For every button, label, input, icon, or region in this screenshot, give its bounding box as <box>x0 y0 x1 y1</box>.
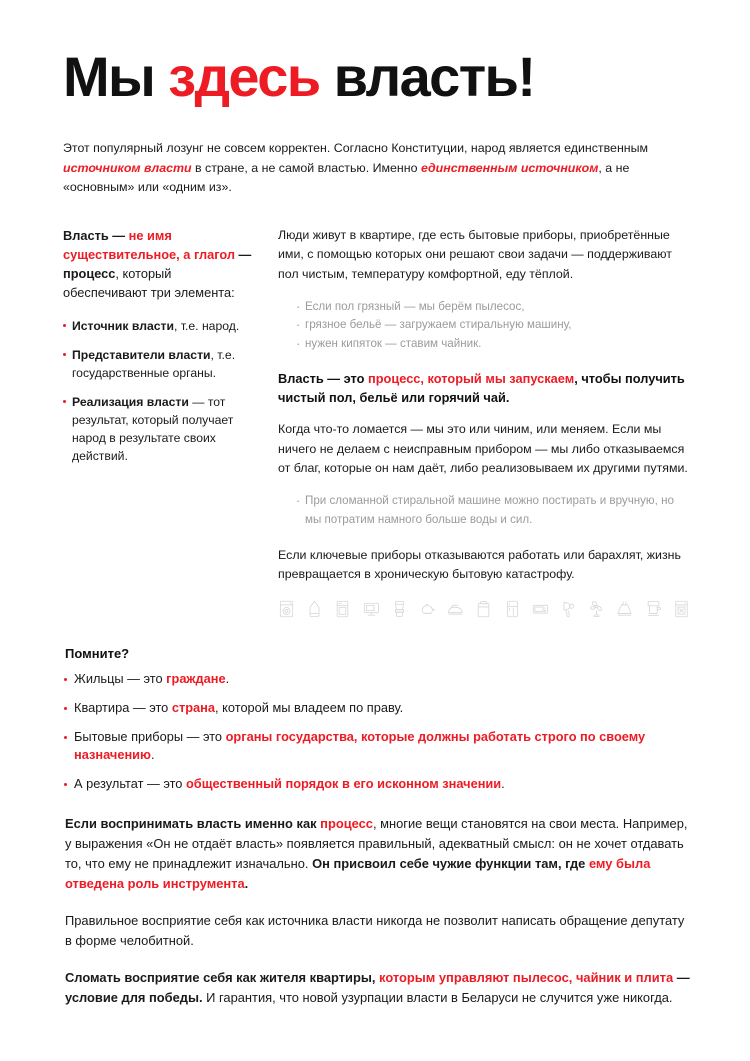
list-item: · нужен кипяток — ставим чайник. <box>296 335 690 354</box>
left-lead-red-2: а глагол <box>183 247 235 263</box>
oven-icon <box>334 600 351 618</box>
closing-paragraph-1 <box>65 814 690 895</box>
left-bullet-list <box>63 317 253 465</box>
list-item <box>63 670 690 689</box>
remember-accent: общественный порядок в его исконном значении <box>185 775 502 791</box>
microwave-icon <box>532 600 549 618</box>
intro-paragraph <box>63 139 663 198</box>
appliance-icon-strip <box>278 600 690 618</box>
list-item <box>63 346 253 382</box>
trash-bin-icon <box>475 600 492 618</box>
remember-list <box>63 670 690 793</box>
bullet-term: Представители власти <box>72 347 211 362</box>
bullet-body: , т.е. государственные органы. <box>72 347 236 380</box>
page-title <box>63 45 690 108</box>
list-item: · При сломанной стиральной машине можно постирать и вручную, но мы потратим намного больше воды и сил. <box>296 492 690 529</box>
remember-accent: органы государства, которые должны работать строго по своему назначению <box>74 728 646 763</box>
closing-accent-2: ему была отведена роль инструмента <box>65 855 651 891</box>
grey-example-list-1 <box>278 298 690 354</box>
left-lead-a: Власть — <box>63 227 129 243</box>
closing3-bold-2: — условие для победы. <box>65 970 690 1006</box>
list-item <box>63 775 690 794</box>
dishwasher-icon <box>673 600 690 618</box>
remember-accent: граждане <box>166 671 226 687</box>
left-lead-rest: , который обеспечивают три элемента: <box>63 266 235 301</box>
list-item <box>63 393 253 465</box>
intro-text-3: , а не «основным» или «одним из». <box>63 160 630 195</box>
teapot-icon <box>419 600 436 618</box>
list-item: · Если пол грязный — мы берём пылесос, <box>296 298 690 317</box>
remember-text-a: Бытовые приборы — это <box>74 728 226 744</box>
remember-heading: Помните? <box>65 646 130 662</box>
two-column-section <box>63 226 690 618</box>
right-paragraph-2: Когда что-то ломается — мы это или чиним, или меняем. Если мы ничего не делаем с неисправным прибором — мы либо отказываемся от благ, которые он нам даёт, либо реализовываем их другими путями. <box>278 422 688 476</box>
bullet-term: Источник власти <box>72 318 174 333</box>
headline-accent: здесь <box>168 45 320 108</box>
headline-part-2: власть! <box>319 45 535 108</box>
closing-bold-1: Если воспринимать власть именно как <box>65 815 321 831</box>
closing-bold-2: Он присвоил себе чужие функции там, где <box>312 855 589 871</box>
remember-text-a: А результат — это <box>74 775 186 791</box>
bullet-body: — тот результат, который получает народ в результате своих действий. <box>72 394 234 463</box>
closing-section <box>63 814 690 1009</box>
intro-text-2: в стране, а не самой властью. Именно <box>191 160 421 175</box>
closing-paragraph-3 <box>65 968 690 1008</box>
right-subheading <box>278 370 690 408</box>
kettle-icon <box>306 600 323 618</box>
closing3-tail: И гарантия, что новой узурпации власти в Беларуси не случится уже никогда. <box>202 990 673 1006</box>
closing3-accent: которым управляют пылесос, чайник и плита <box>379 970 674 986</box>
list-item: · грязное бельё — загружаем стиральную машину, <box>296 316 690 335</box>
blender-icon <box>391 600 408 618</box>
left-lead-dash: — <box>234 247 252 263</box>
bullet-term: Реализация власти <box>72 394 189 409</box>
subhead-b: , чтобы получить чистый пол, бельё или горячий чай. <box>278 370 685 405</box>
monitor-icon <box>363 600 380 618</box>
left-lead-bold: процесс <box>63 266 116 282</box>
washing-machine-icon <box>278 600 295 618</box>
closing-accent-1: процесс <box>320 815 373 831</box>
closing-mid: , многие вещи становятся на свои места. Например, у выражения «Он не отдаёт власть» появляется правильный, адекватный смысл: он не хочет отдавать то, что ему не принадлежит изначально. <box>65 815 688 871</box>
closing-paragraph-2: Правильное восприятие себя как источника власти никогда не позволит написать обращение депутату в форме челобитной. <box>65 913 685 949</box>
right-column <box>278 226 690 618</box>
remember-accent: страна <box>171 699 216 715</box>
remember-text-b: . <box>501 775 505 791</box>
right-paragraph-1: Люди живут в квартире, где есть бытовые приборы, приобретённые ими, с помощью которых они решают свои задачи — поддерживают пол чистым, температуру комфортной, еду тёплой. <box>278 227 672 281</box>
right-paragraph-3: Если ключевые приборы отказываются работать или барахлят, жизнь превращается в хроническую бытовую катастрофу. <box>278 547 681 581</box>
remember-text-b: . <box>150 747 155 763</box>
remember-section <box>63 646 690 793</box>
left-lead-red-1: не имя существительное, <box>63 227 180 263</box>
list-item <box>63 317 253 335</box>
grey-example-list-2 <box>278 492 690 529</box>
intro-accent-1: источником власти <box>63 160 192 175</box>
remember-text-a: Квартира — это <box>74 699 172 715</box>
remember-text-a: Жильцы — это <box>74 671 167 687</box>
list-item <box>63 699 690 718</box>
list-item <box>63 728 690 765</box>
left-column <box>63 226 253 465</box>
coffee-maker-icon <box>645 600 662 618</box>
subhead-accent: процесс, который мы запускаем <box>368 370 575 386</box>
headline-part-1: Мы <box>63 45 169 108</box>
closing3-bold-1: Сломать восприятие себя как жителя квартиры, <box>65 970 380 986</box>
range-hood-icon <box>616 600 633 618</box>
refrigerator-icon <box>504 600 521 618</box>
left-lead-paragraph <box>63 226 253 303</box>
intro-accent-2: единственным источником <box>420 160 599 175</box>
remember-text-b: . <box>225 671 230 687</box>
closing-tail-1: . <box>244 875 249 891</box>
subhead-a: Власть — это <box>278 370 369 386</box>
remember-text-b: , которой мы владеем по праву. <box>215 699 404 715</box>
hair-dryer-icon <box>560 600 577 618</box>
intro-text-1: Этот популярный лозунг не совсем корректен. Согласно Конституции, народ является единственным <box>63 141 649 156</box>
iron-icon <box>447 600 464 618</box>
fan-icon <box>588 600 605 618</box>
bullet-body: , т.е. народ. <box>174 318 240 333</box>
